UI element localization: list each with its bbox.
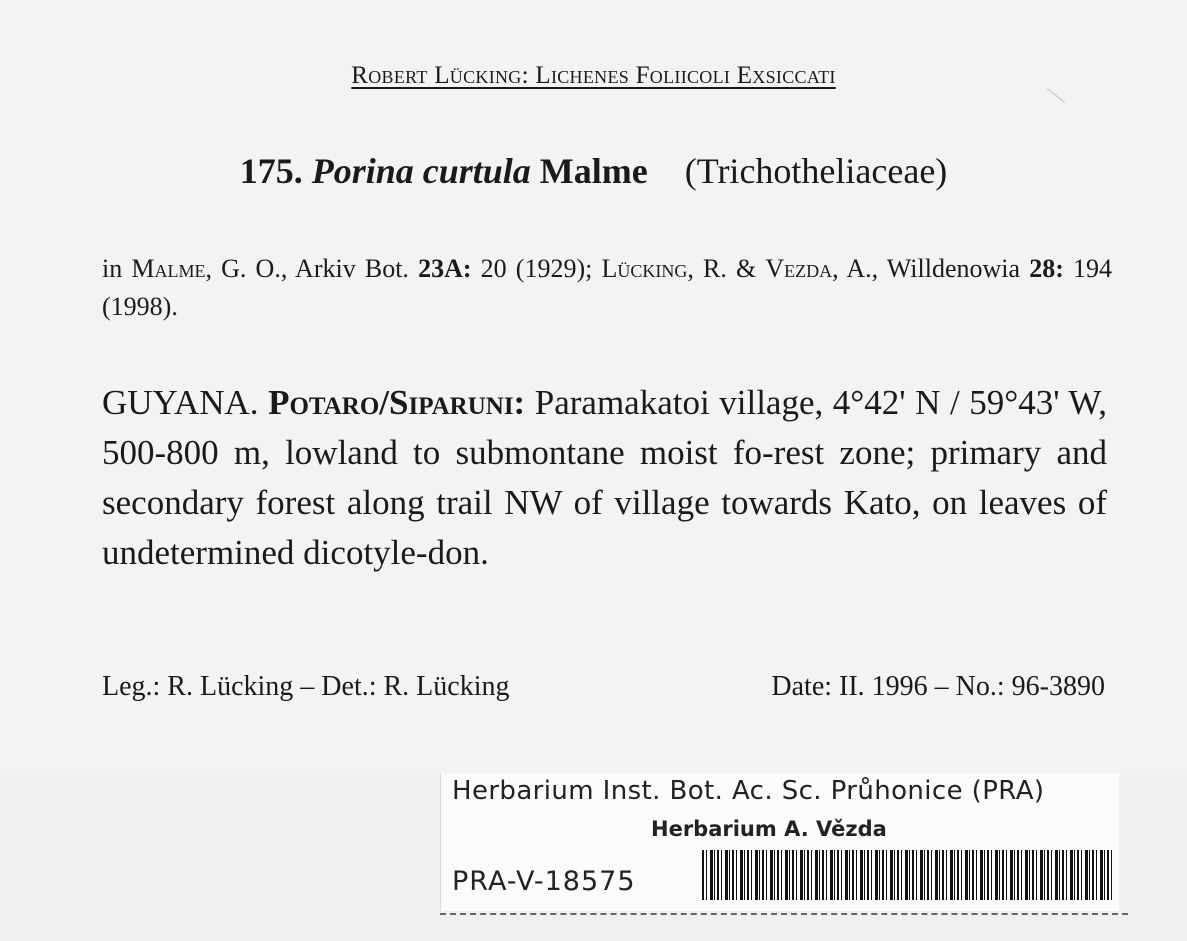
series-header-text: Robert Lücking: Lichenes Foliicoli Exsiccati xyxy=(351,62,836,89)
citation-text: , G. O., Arkiv Bot. xyxy=(205,254,419,283)
citation-text: 194 (1998). xyxy=(102,254,1113,321)
barcode xyxy=(702,850,1112,900)
country: GUYANA. xyxy=(102,383,259,422)
citation-volume: 23A: xyxy=(418,254,472,283)
barcode-id: PRA-V-18575 xyxy=(452,866,636,897)
series-header xyxy=(0,62,1187,90)
family-name: (Trichotheliaceae) xyxy=(684,151,948,191)
species-title xyxy=(0,150,1187,192)
citation-text: , R. & xyxy=(687,254,766,283)
citation-text: 20 (1929); xyxy=(471,254,602,283)
region: Potaro/Siparuni: xyxy=(268,383,526,422)
herbarium-collection: Herbarium A. Vězda xyxy=(651,817,887,841)
citation-author: Malme xyxy=(131,254,206,283)
citation-author: Lücking xyxy=(601,254,688,283)
exsiccata-number: 175. xyxy=(239,151,303,191)
citation-text: , A., Willdenowia xyxy=(832,254,1030,283)
collector-determiner: Leg.: R. Lücking – Det.: R. Lücking xyxy=(102,671,510,702)
locality-text: Paramakatoi village, 4°42' N / 59°43' W, 500-800 m, lowland to submontane moist fo-rest zone; primary and secondary forest along trail NW of village towards Kato, on leaves of undetermined dicotyle-don. xyxy=(102,383,1108,572)
citation-volume: 28: xyxy=(1029,254,1064,283)
citation-text: in xyxy=(102,254,132,283)
cut-line xyxy=(440,913,1128,915)
citation-author: Vezda xyxy=(765,254,833,283)
date-and-number: Date: II. 1996 – No.: 96-3890 xyxy=(771,671,1105,702)
herbarium-institution: Herbarium Inst. Bot. Ac. Sc. Průhonice (PRA) xyxy=(452,776,1045,806)
locality-description xyxy=(102,378,1107,578)
species-author: Malme xyxy=(539,151,648,191)
literature-citation xyxy=(102,250,1112,326)
species-name: Porina curtula xyxy=(311,151,531,191)
